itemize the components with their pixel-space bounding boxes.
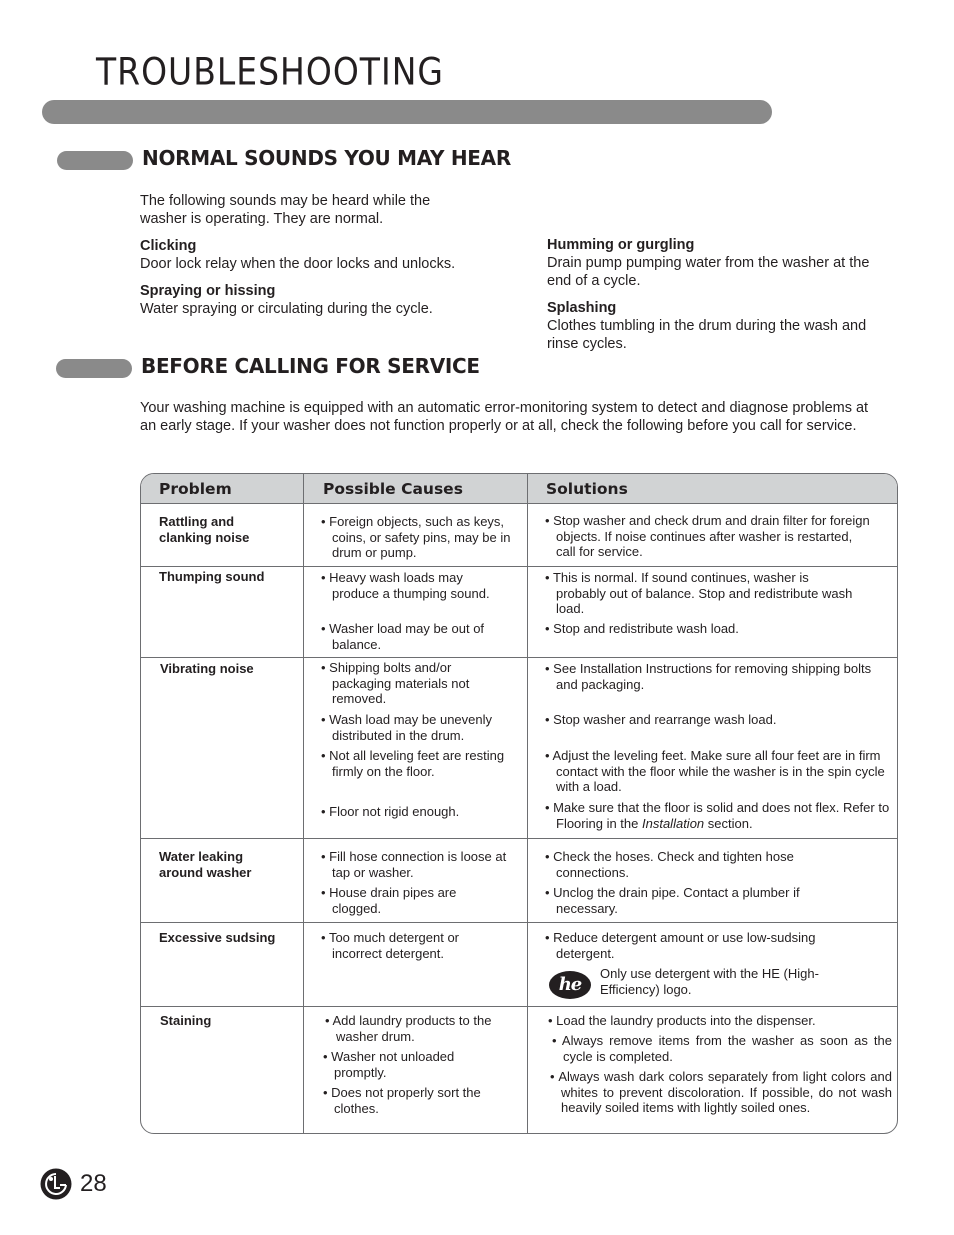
lg-logo-icon [40, 1168, 72, 1200]
row-divider [141, 1006, 897, 1007]
cause-item: • Washer not unloaded promptly. [323, 1049, 455, 1080]
he-logo-icon: he [549, 971, 591, 999]
problem-vibrating: Vibrating noise [160, 661, 254, 676]
sound-description: Drain pump pumping water from the washer at the end of a cycle. [547, 255, 870, 289]
sound-description: Clothes tumbling in the drum during the wash and rinse cycles. [547, 318, 867, 352]
problem-thumping: Thumping sound [159, 569, 265, 584]
troubleshooting-table [140, 473, 898, 1134]
problem-water-leaking: Water leaking around washer [159, 849, 252, 880]
cause-item: • Not all leveling feet are resting firmly on the floor. [321, 748, 505, 779]
title-divider-bar [42, 100, 772, 124]
service-heading: BEFORE CALLING FOR SERVICE [141, 354, 480, 378]
he-note: Only use detergent with the HE (High-Efficiency) logo. [600, 966, 819, 997]
sound-description: Door lock relay when the door locks and unlocks. [140, 256, 456, 272]
cause-item: • Does not properly sort the clothes. [323, 1085, 481, 1116]
sound-item-clicking [140, 237, 520, 273]
cause-item: • Add laundry products to the washer drum. [325, 1013, 492, 1044]
solution-item: • This is normal. If sound continues, washer is probably out of balance. Stop and redistribute wash load. [545, 570, 853, 616]
cause-item: • Wash load may be unevenly distributed in the drum. [321, 712, 493, 743]
table-header [141, 474, 897, 504]
solution-item: • Stop washer and check drum and drain filter for foreign objects. If noise continues after washer is restarted, call for service. [545, 513, 870, 559]
normal-sounds-intro: The following sounds may be heard while the washer is operating. They are normal. [140, 193, 431, 227]
row-divider [141, 566, 897, 567]
cause-item: • House drain pipes are clogged. [321, 885, 457, 916]
cause-item: • Washer load may be out of balance. [321, 621, 485, 652]
cause-item: • Fill hose connection is loose at tap or washer. [321, 849, 507, 880]
column-divider [527, 474, 528, 1133]
solution-item: • Always remove items from the washer as soon as the cycle is completed. [552, 1033, 892, 1064]
solution-item: • Unclog the drain pipe. Contact a plumber if necessary. [545, 885, 800, 916]
sound-description: Water spraying or circulating during the cycle. [140, 301, 433, 317]
section-marker [57, 151, 133, 170]
section-marker [56, 359, 132, 378]
column-divider [303, 474, 304, 1133]
sound-name: Spraying or hissing [140, 283, 276, 299]
solution-item: • Stop and redistribute wash load. [545, 621, 739, 636]
row-divider [141, 838, 897, 839]
service-intro: Your washing machine is equipped with an automatic error-monitoring system to detect and diagnose problems at an early stage. If your washer does not function properly or at all, check the following before you call for service. [140, 400, 869, 434]
header-problem: Problem [159, 480, 232, 498]
cause-item: • Heavy wash loads may produce a thumping sound. [321, 570, 490, 601]
sound-name: Clicking [140, 238, 197, 254]
problem-staining: Staining [160, 1013, 212, 1028]
header-solutions: Solutions [546, 480, 628, 498]
header-possible-causes: Possible Causes [323, 480, 463, 498]
cause-item: • Too much detergent or incorrect detergent. [321, 930, 460, 961]
row-divider [141, 922, 897, 923]
sound-name: Humming or gurgling [547, 237, 695, 253]
solution-item: • Always wash dark colors separately from light colors and whites to prevent discoloration. If possible, do not wash heavily soiled items with lightly soiled ones. [550, 1069, 892, 1115]
solution-item: • Reduce detergent amount or use low-sudsing detergent. [545, 930, 816, 961]
solution-item: • Check the hoses. Check and tighten hose connections. [545, 849, 794, 880]
solution-item-flooring: • Make sure that the floor is solid and does not flex. Refer to Flooring in the Installation section. [545, 800, 890, 831]
normal-sounds-heading: NORMAL SOUNDS YOU MAY HEAR [142, 146, 511, 170]
cause-item: • Floor not rigid enough. [321, 804, 460, 819]
solution-item: • Load the laundry products into the dispenser. [548, 1013, 816, 1028]
sound-item-humming [547, 236, 887, 290]
problem-excessive-sudsing: Excessive sudsing [159, 930, 276, 945]
sound-name: Splashing [547, 300, 617, 316]
problem-rattling: Rattling and clanking noise [159, 514, 250, 545]
cause-item: • Foreign objects, such as keys, coins, or safety pins, may be in drum or pump. [321, 514, 511, 560]
sound-item-spraying [140, 282, 520, 318]
page-title: TROUBLESHOOTING [96, 50, 444, 94]
solution-item: • Stop washer and rearrange wash load. [545, 712, 777, 727]
solution-item: • See Installation Instructions for removing shipping bolts and packaging. [545, 661, 872, 692]
page-number: 28 [80, 1170, 107, 1197]
row-divider [141, 657, 897, 658]
sound-item-splashing [547, 299, 887, 353]
cause-item: • Shipping bolts and/or packaging materials not removed. [321, 660, 470, 706]
solution-item: • Adjust the leveling feet. Make sure all four feet are in firm contact with the floor while the washer is in the spin cycle with a load. [545, 748, 885, 794]
